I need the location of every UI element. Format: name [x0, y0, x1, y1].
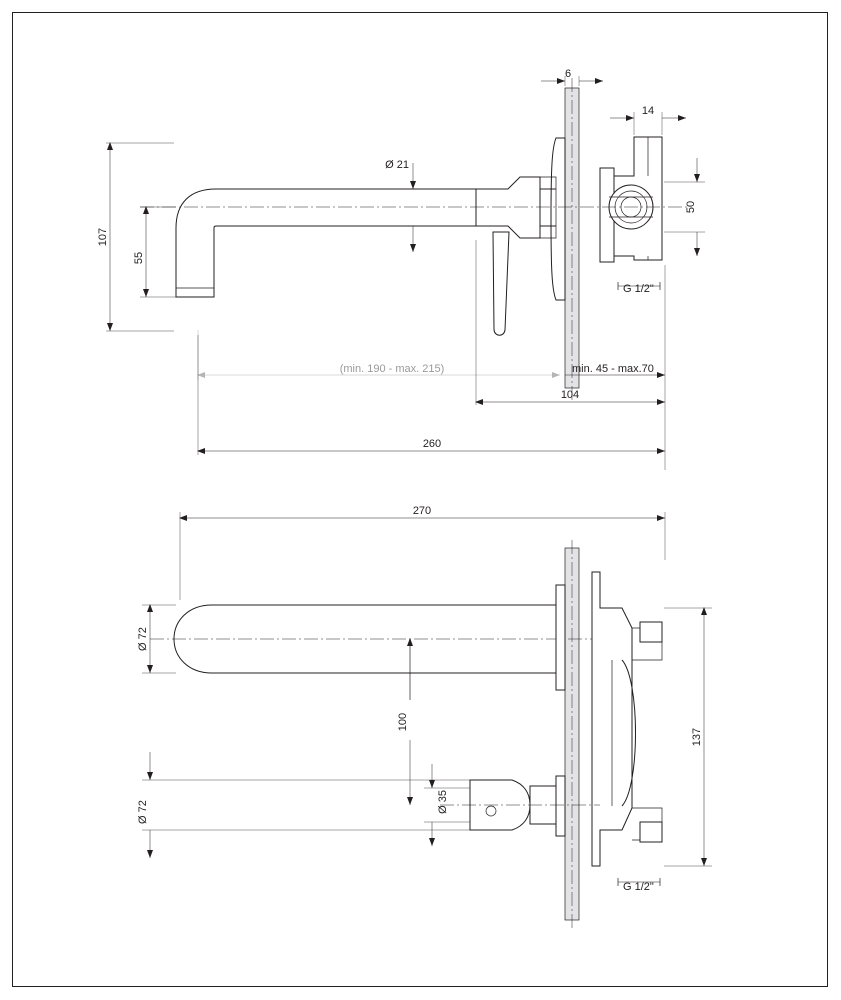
dim-260: [198, 335, 665, 455]
dim-50-label: 50: [685, 200, 697, 214]
dim-d21-label: Ø 21: [385, 159, 409, 171]
dim-d72-upper-label: Ø 72: [137, 627, 149, 651]
dim-270-label: 270: [412, 505, 432, 517]
side-elevation-view: [97, 68, 705, 470]
dim-min190-max215: [198, 330, 560, 380]
dim-107-label: 107: [97, 227, 109, 247]
spout-plan-flange: [556, 585, 565, 690]
thread-g12-lower-label: G 1/2": [623, 881, 654, 893]
dim-14-label: 14: [641, 105, 655, 117]
valve-lower-port: [640, 822, 662, 842]
dim-d21: [385, 159, 413, 252]
dim-d72-lower: [137, 752, 470, 858]
dim-min45-label: min. 45 - max.70: [572, 363, 654, 375]
lever-handle: [493, 232, 509, 335]
dim-260-label: 260: [422, 438, 442, 450]
thread-g12-upper-label: G 1/2": [623, 283, 654, 295]
spout-outline: [176, 189, 470, 297]
dim-min45-max70: [565, 363, 665, 375]
valve-flange-plates: [632, 628, 662, 840]
spout-wall-flange: [551, 138, 565, 300]
dim-137: [664, 608, 712, 866]
thread-callout-lower: [618, 878, 660, 893]
dim-107: [97, 143, 174, 331]
dim-6-label: 6: [564, 68, 572, 80]
plan-and-front-view: [137, 505, 712, 930]
thread-callout-upper: [618, 282, 660, 295]
valve-upper-port: [640, 622, 662, 642]
dim-55-label: 55: [133, 251, 145, 265]
dim-100-label: 100: [397, 712, 409, 732]
dim-104-label: 104: [560, 389, 580, 401]
mixer-body: [476, 177, 540, 238]
dim-d35-label: Ø 35: [437, 790, 449, 814]
dim-min190-label: (min. 190 - max. 215): [339, 363, 445, 375]
dim-55: [133, 207, 176, 297]
handle-plan-flange: [556, 776, 565, 836]
dim-137-label: 137: [691, 727, 703, 747]
dim-14: [610, 105, 686, 135]
dim-d72-lower-label: Ø 72: [137, 800, 149, 824]
